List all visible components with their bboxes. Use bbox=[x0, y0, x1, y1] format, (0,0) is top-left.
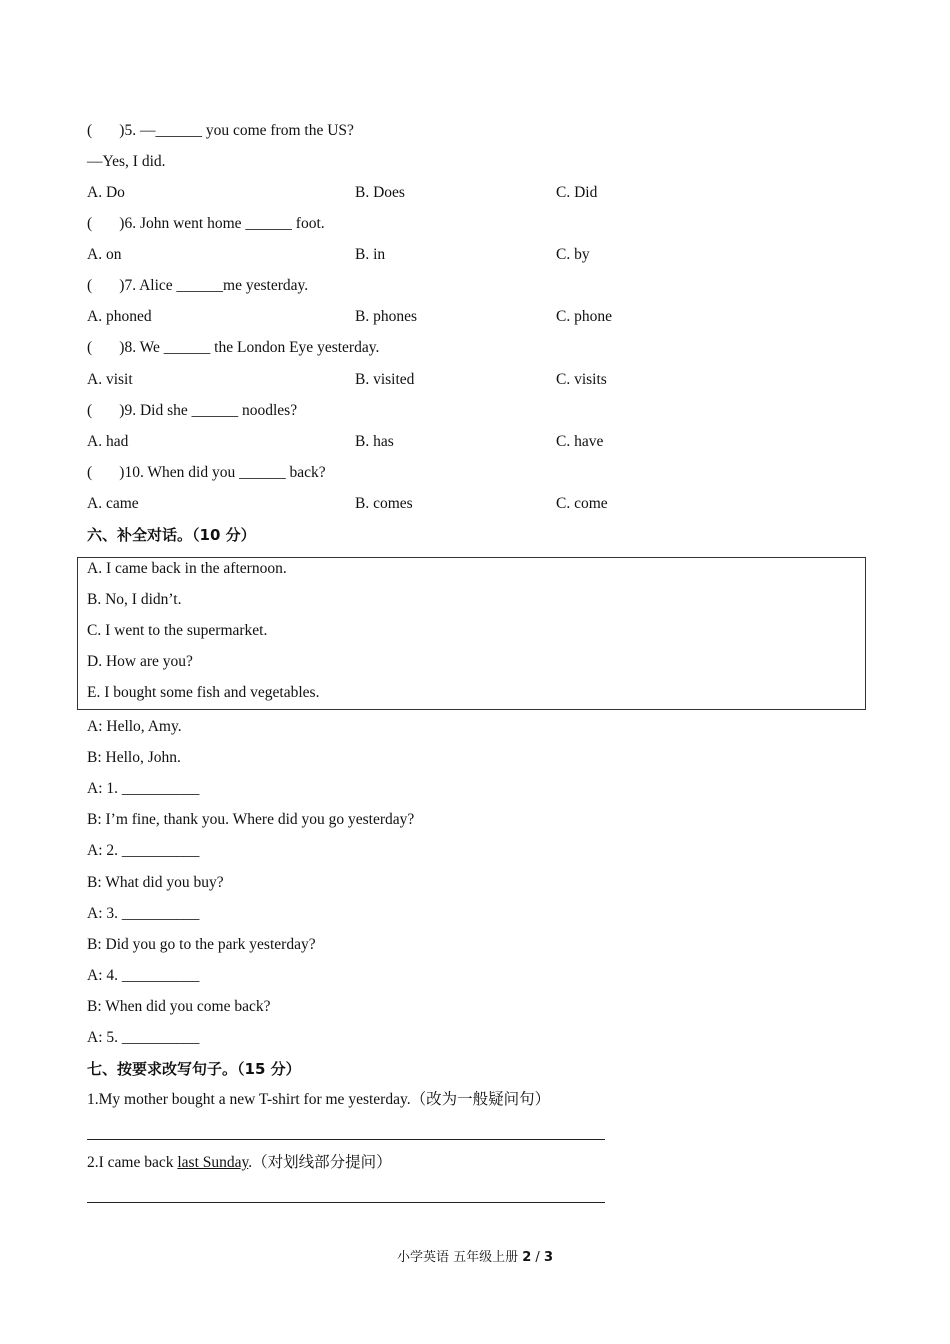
question-5-option-c: C. Did bbox=[556, 184, 598, 201]
dialogue-option-d: D. How are you? bbox=[87, 653, 193, 670]
question-5-reply: —Yes, I did. bbox=[87, 153, 166, 170]
question-6-option-c: C. by bbox=[556, 246, 590, 263]
question-6-option-a: A. on bbox=[87, 246, 122, 263]
dialogue-line: B: Hello, John. bbox=[87, 749, 181, 766]
dialogue-line: B: What did you buy? bbox=[87, 874, 224, 891]
question-5-stem: ( )5. —______ you come from the US? bbox=[87, 122, 354, 139]
question-10-stem: ( )10. When did you ______ back? bbox=[87, 464, 326, 481]
dialogue-line: A: 2. __________ bbox=[87, 842, 200, 859]
dialogue-option-c: C. I went to the supermarket. bbox=[87, 622, 268, 639]
question-9-option-b: B. has bbox=[355, 433, 394, 450]
page-footer bbox=[0, 1246, 950, 1265]
footer-page-number: 2 bbox=[522, 1250, 532, 1265]
rewrite-question-2-suffix: .（对划线部分提问） bbox=[248, 1154, 392, 1171]
question-10-option-a: A. came bbox=[87, 495, 139, 512]
question-7-stem: ( )7. Alice ______me yesterday. bbox=[87, 277, 309, 294]
dialogue-line: B: When did you come back? bbox=[87, 998, 271, 1015]
question-6-stem: ( )6. John went home ______ foot. bbox=[87, 215, 325, 232]
dialogue-line: A: 3. __________ bbox=[87, 905, 200, 922]
dialogue-line: B: I’m fine, thank you. Where did you go yesterday? bbox=[87, 811, 415, 828]
question-5-option-b: B. Does bbox=[355, 184, 405, 201]
question-6-option-b: B. in bbox=[355, 246, 386, 263]
dialogue-line: B: Did you go to the park yesterday? bbox=[87, 936, 316, 953]
question-10-option-b: B. comes bbox=[355, 495, 413, 512]
question-9-stem: ( )9. Did she ______ noodles? bbox=[87, 402, 298, 419]
rewrite-question-1: 1.My mother bought a new T-shirt for me yesterday.（改为一般疑问句） bbox=[87, 1091, 551, 1108]
answer-line-2 bbox=[87, 1202, 605, 1203]
question-7-option-a: A. phoned bbox=[87, 308, 152, 325]
question-5-option-a: A. Do bbox=[87, 184, 125, 201]
dialogue-option-e: E. I bought some fish and vegetables. bbox=[87, 684, 320, 701]
question-9-option-c: C. have bbox=[556, 433, 604, 450]
question-7-option-c: C. phone bbox=[556, 308, 612, 325]
section-6-heading: 六、补全对话。（10 分） bbox=[87, 526, 256, 544]
dialogue-option-a: A. I came back in the afternoon. bbox=[87, 560, 287, 577]
question-8-option-c: C. visits bbox=[556, 371, 607, 388]
dialogue-option-b: B. No, I didn’t. bbox=[87, 591, 182, 608]
rewrite-question-2-underlined: last Sunday bbox=[177, 1154, 249, 1171]
answer-line-1 bbox=[87, 1139, 605, 1140]
question-9-option-a: A. had bbox=[87, 433, 129, 450]
rewrite-question-2 bbox=[87, 1153, 392, 1173]
question-8-option-b: B. visited bbox=[355, 371, 415, 388]
footer-text: 小学英语 五年级上册 bbox=[396, 1250, 523, 1265]
question-8-option-a: A. visit bbox=[87, 371, 133, 388]
rewrite-question-2-prefix: 2.I came back bbox=[87, 1154, 178, 1171]
section-7-heading: 七、按要求改写句子。（15 分） bbox=[87, 1060, 301, 1078]
question-10-option-c: C. come bbox=[556, 495, 608, 512]
dialogue-line: A: 1. __________ bbox=[87, 780, 200, 797]
question-7-option-b: B. phones bbox=[355, 308, 417, 325]
dialogue-line: A: 4. __________ bbox=[87, 967, 200, 984]
footer-total-pages: 3 bbox=[543, 1250, 553, 1265]
dialogue-line: A: 5. __________ bbox=[87, 1029, 200, 1046]
question-8-stem: ( )8. We ______ the London Eye yesterday. bbox=[87, 339, 380, 356]
footer-separator: / bbox=[531, 1250, 544, 1265]
dialogue-line: A: Hello, Amy. bbox=[87, 718, 182, 735]
